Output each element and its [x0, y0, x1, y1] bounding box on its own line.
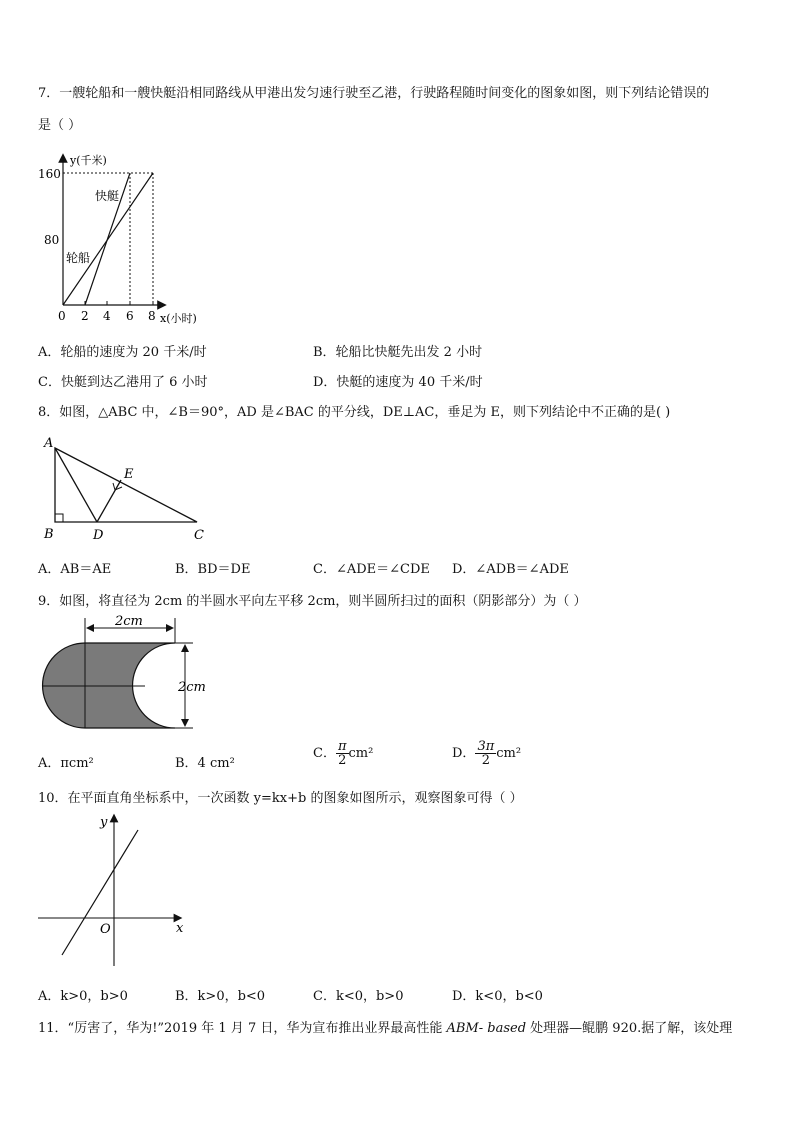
q10-option-c: C．k<0，b>0	[313, 989, 404, 1004]
q7-y-label: y(千米)	[70, 154, 107, 167]
q7-y-tick-160: 160	[38, 167, 61, 181]
q9-dim-top-label: 2cm	[115, 614, 143, 629]
q8-option-a: A．AB＝AE	[38, 562, 112, 577]
q9-option-d-unit: cm²	[496, 746, 522, 761]
q11-stem-a: 11．“厉害了，华为!”2019 年 1 月 7 日，华为宣布推出业界最高性能	[38, 1021, 447, 1036]
q7-x-label: x(小时)	[160, 312, 197, 325]
q10-y-label: y	[100, 815, 108, 830]
q10-origin-label: O	[100, 922, 111, 937]
q10-option-b: B．k>0，b<0	[175, 989, 266, 1004]
q10-x-label: x	[176, 921, 184, 936]
q9-option-b: B．4 cm²	[175, 756, 235, 771]
q8-label-e: E	[124, 467, 134, 482]
q7-x-tick-8: 8	[148, 309, 156, 323]
q7-stem-line1: 7．一艘轮船和一艘快艇沿相同路线从甲港出发匀速行驶至乙港，行驶路程随时间变化的图象如图，则下列结论错误的	[38, 86, 710, 101]
q8-option-d: D．∠ADB＝∠ADE	[452, 562, 569, 577]
q7-x-tick-4: 4	[103, 309, 111, 323]
q9-option-a-prefix: A．	[38, 756, 61, 771]
q8-option-b: B．BD＝DE	[175, 562, 251, 577]
q7-x-tick-2: 2	[81, 309, 89, 323]
q9-option-c-prefix: C．	[313, 746, 336, 761]
q9-option-c-numerator: π	[337, 739, 347, 754]
q9-dim-right-label: 2cm	[178, 680, 206, 695]
q10-option-d: D．k<0，b<0	[452, 989, 543, 1004]
q7-ship-label: 轮船	[66, 251, 91, 265]
q9-stem: 9．如图，将直径为 2cm 的半圆水平向左平移 2cm，则半圆所扫过的面积（阴影部分）为（ ）	[38, 594, 587, 609]
q9-option-c-denominator: 2	[338, 753, 347, 768]
q7-option-b: B．轮船比快艇先出发 2 小时	[313, 345, 483, 360]
q11-stem	[38, 1017, 732, 1036]
q9-option-c-unit: cm²	[348, 746, 374, 761]
q8-stem: 8．如图，△ABC 中，∠B＝90°，AD 是∠BAC 的平分线，DE⊥AC，垂足为 E，则下列结论中不正确的是( )	[38, 405, 671, 420]
q9-option-d-numerator: 3π	[477, 739, 495, 754]
q7-y-tick-80: 80	[44, 233, 60, 247]
q11-stem-c: 处理器—鲲鹏 920.据了解，该处理	[526, 1021, 733, 1036]
q8-label-b: B	[44, 527, 54, 542]
q8-label-a: A	[44, 436, 54, 451]
q8-label-c: C	[194, 528, 204, 543]
q7-option-c: C．快艇到达乙港用了 6 小时	[38, 375, 208, 390]
q7-x-tick-0: 0	[58, 309, 66, 323]
q8-option-c: C．∠ADE＝∠CDE	[313, 562, 430, 577]
q9-option-a-value: πcm²	[60, 756, 94, 771]
q8-label-d: D	[93, 528, 104, 543]
q7-option-d: D．快艇的速度为 40 千米/时	[313, 375, 483, 390]
q7-stem-line2: 是（ ）	[38, 118, 82, 133]
q11-stem-b: ABM- based	[446, 1021, 527, 1036]
q7-x-tick-6: 6	[126, 309, 134, 323]
q10-stem: 10．在平面直角坐标系中，一次函数 y=kx+b 的图象如图所示，观察图象可得（ ）	[38, 791, 523, 806]
q9-option-d-denominator: 2	[481, 753, 490, 768]
q9-option-d-prefix: D．	[452, 746, 476, 761]
q10-option-a: A．k>0，b>0	[38, 989, 128, 1004]
q7-fastboat-label: 快艇	[95, 189, 120, 203]
q7-option-a: A．轮船的速度为 20 千米/时	[38, 345, 207, 360]
